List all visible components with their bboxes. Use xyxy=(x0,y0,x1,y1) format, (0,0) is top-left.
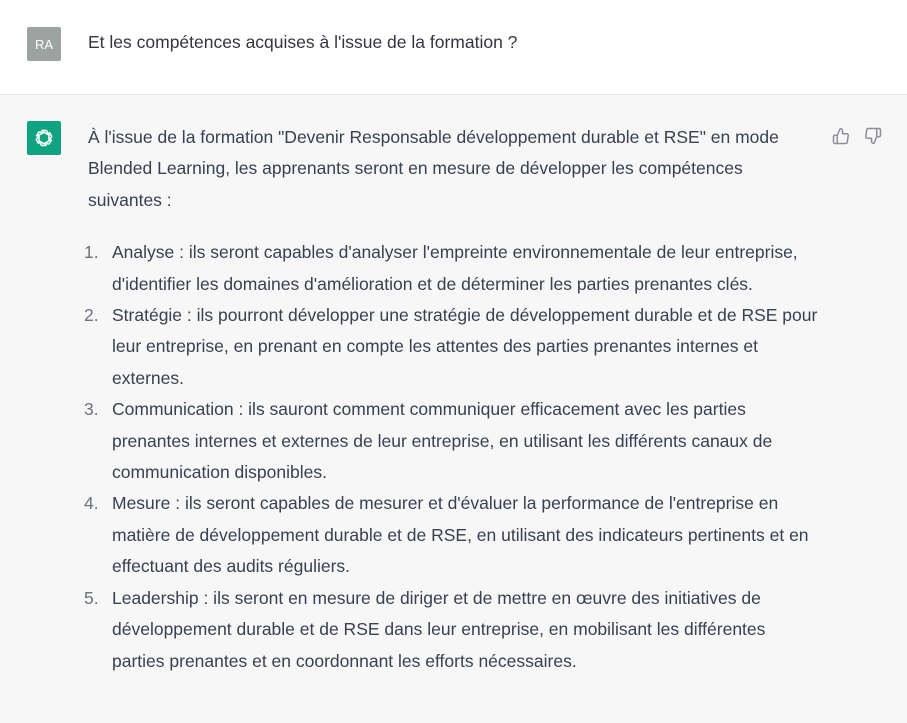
user-avatar: RA xyxy=(27,27,61,61)
user-message-row xyxy=(0,0,907,95)
assistant-avatar xyxy=(27,121,61,155)
openai-logo-icon xyxy=(32,126,56,150)
list-item-text: Stratégie : ils pourront développer une stratégie de développement durable et de RSE pour leur entreprise, en prenant en compte les attentes des parties prenantes internes et externes. xyxy=(112,305,818,388)
list-item xyxy=(84,394,818,488)
list-item-text: Mesure : ils seront capables de mesurer et d'évaluer la performance de l'entreprise en matière de développement durable et de RSE, en utilisant des indicateurs pertinents et en effectuant des audits réguliers. xyxy=(112,493,809,577)
list-item-number: 3. xyxy=(84,399,99,420)
list-item-number: 5. xyxy=(84,587,99,608)
list-item-text: Analyse : ils seront capables d'analyser l'empreinte environnementale de leur entreprise, d'identifier les domaines d'amélioration et de déterminer les parties prenantes clés. xyxy=(112,242,798,294)
list-item xyxy=(84,237,818,300)
list-item-text: Communication : ils sauront comment communiquer efficacement avec les parties prenantes internes et externes de leur entreprise, en utilisant les différents canaux de communication disponibles. xyxy=(112,399,773,483)
user-message-text: Et les compétences acquises à l'issue de la formation ? xyxy=(88,32,518,52)
thumbs-up-button[interactable] xyxy=(830,125,852,147)
list-item-number: 2. xyxy=(84,305,99,326)
list-item xyxy=(84,583,818,677)
thumbs-up-icon xyxy=(832,127,850,145)
assistant-intro-text: À l'issue de la formation "Devenir Responsable développement durable et RSE" en mode Blended Learning, les apprenants seront en mesure de développer les compétences suivantes : xyxy=(88,127,779,210)
assistant-message-content xyxy=(84,122,818,677)
list-item-number: 4. xyxy=(84,493,99,514)
list-item-text: Leadership : ils seront en mesure de diriger et de mettre en œuvre des initiatives de développement durable et de RSE dans leur entreprise, en mobilisant les différentes parties prenantes et en coordonnant les efforts nécessaires. xyxy=(112,587,766,671)
thumbs-down-button[interactable] xyxy=(862,125,884,147)
thumbs-down-icon xyxy=(864,127,882,145)
competences-list xyxy=(84,237,818,677)
list-item-number: 1. xyxy=(84,242,99,263)
list-item xyxy=(84,300,818,394)
list-item xyxy=(84,488,818,582)
